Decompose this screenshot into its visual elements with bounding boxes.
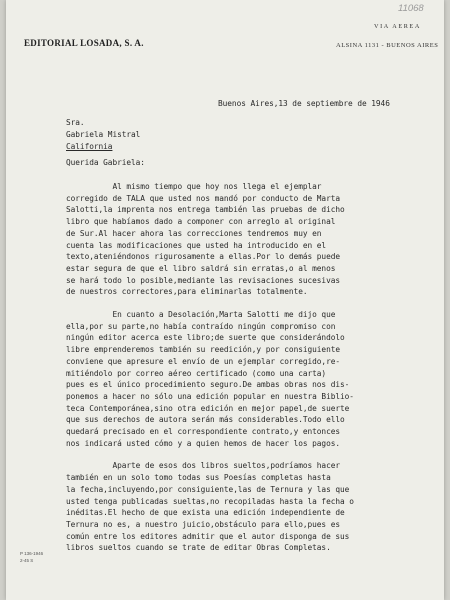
text-line: nos indicará usted cómo y a quien hemos de hacer los pagos. [66,438,341,448]
text-line: se hará todo lo posible,mediante las revisaciones sucesivas [66,275,341,285]
stamp-line: P 136-1946 [20,551,44,556]
letterhead-company: EDITORIAL LOSADA, S. A. [24,38,144,48]
recipient-line: Gabriela Mistral [66,130,141,139]
paragraph [66,181,354,298]
text-line: corregido de TALA que usted nos mandó por conducto de Marta [66,193,341,203]
text-line: Salotti,la imprenta nos entrega también las pruebas de dicho [66,205,345,215]
text-line: ella,por su parte,no había contraído ningún compromiso con [66,321,336,331]
text-line: mitiéndolo por correo aéreo certificado (como una carta) [66,368,327,378]
paragraph [66,309,354,449]
text-line: ponemos a hacer no sólo una edición popular en nuestra Biblio- [66,391,354,401]
archive-number: 11068 [398,3,424,14]
recipient-line: Sra. [66,118,85,127]
letterhead-address: ALSINA 1131 - BUENOS AIRES [336,42,439,49]
text-line: libro que habíamos dado a componer con arreglo al original [66,217,336,227]
text-line: Ternura no es, a nuestro juicio,obstáculo para ello,pues es [66,519,341,529]
text-line: texto,ateniéndonos rigurosamente a ellas.Por lo demás puede [66,252,341,262]
text-line: teca Contemporánea,sino otra edición en mejor papel,de suerte [66,403,350,413]
text-line: que sus derechos de autora serán más considerables.Todo ello [66,415,345,425]
text-line: cuenta las modificaciones que usted ha introducido en el [66,240,327,250]
date-line: Buenos Aires,13 de septiembre de 1946 [218,99,390,108]
text-line: quedará precisado en el correspondiente contrato,y entonces [66,427,341,437]
recipient-block [66,117,140,153]
paper-sheet [6,0,444,600]
text-line: de Sur.Al hacer ahora las correcciones tendremos muy en [66,228,322,238]
text-line: ningún editor acerca este libro;de suerte que considerándolo [66,333,345,343]
text-line: de nuestros correctores,para eliminarlas totalmente. [66,287,308,297]
text-line: libros sueltos cuando se trate de editar Obras Completas. [66,543,331,553]
greeting: Querida Gabriela: [66,158,145,167]
text-line: Al mismo tiempo que hoy nos llega el ejemplar [66,182,322,191]
airmail-label: VIA AEREA [374,23,421,30]
recipient-line: California [66,142,113,151]
text-line: libre emprenderemos también su reedición,y por consiguiente [66,345,341,355]
text-line: En cuanto a Desolación,Marta Salotti me dijo que [66,310,336,320]
text-line: Aparte de esos dos libros sueltos,podríamos hacer [66,461,341,471]
text-line: la fecha,incluyendo,por consiguiente,las de Ternura y las que [66,484,350,494]
text-line: inéditas.El hecho de que exista una edición independiente de [66,508,345,518]
letter-body [66,181,354,554]
text-line: conviene que apresure el envío de un ejemplar corregido,re- [66,356,341,366]
text-line: pues es el único procedimiento seguro.De ambas obras nos dis- [66,380,350,390]
text-line: usted tenga publicadas sueltas,no recopiladas hasta la fecha o [66,496,354,506]
text-line: también en un solo tomo todas sus Poesías completas hasta [66,473,331,483]
text-line: estar segura de que el libro saldrá sin erratas,o al menos [66,263,336,273]
paragraph [66,460,354,554]
stamp-line: 2-45 S [20,558,34,563]
text-line: común entre los editores admitir que el autor disponga de sus [66,531,350,541]
footer-stamp [20,550,43,564]
